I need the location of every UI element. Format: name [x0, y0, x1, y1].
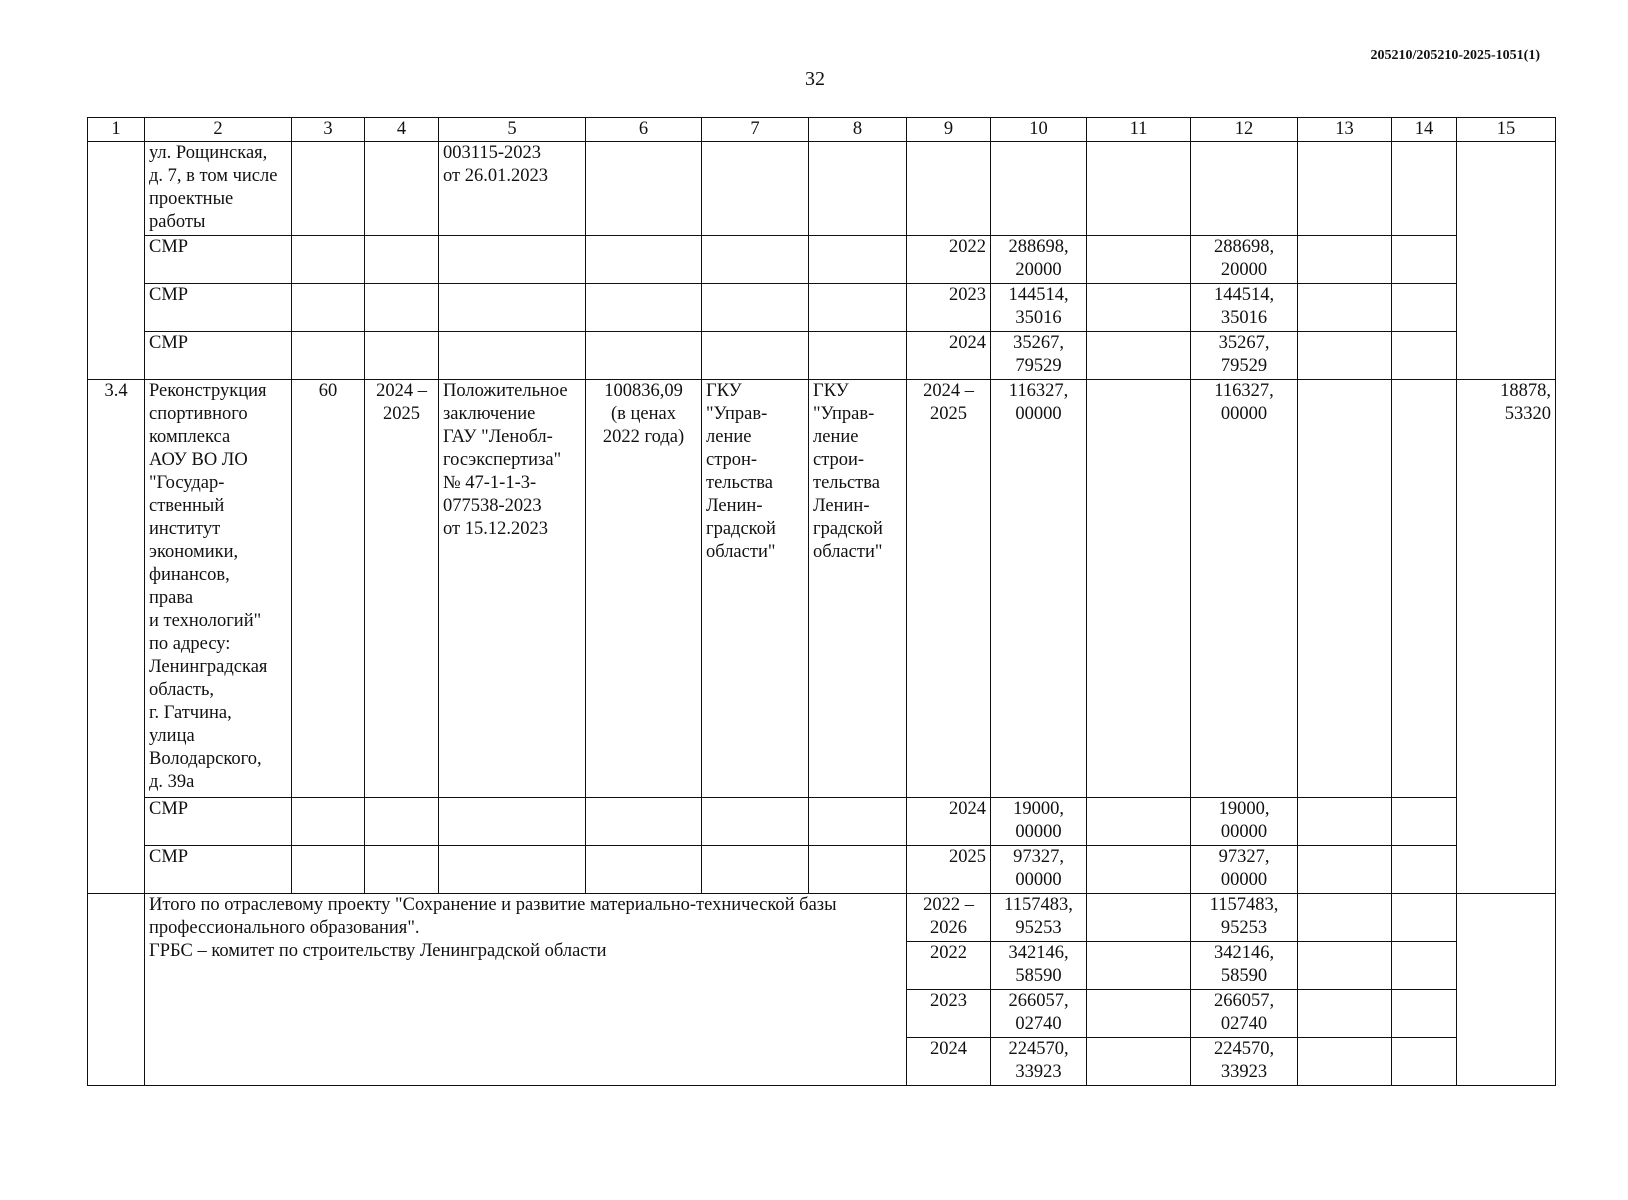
estimated-cost-cell: [586, 380, 702, 798]
text-line: 79529: [1015, 356, 1062, 376]
empty-cell: [586, 142, 702, 236]
text-line: 100836,09: [604, 381, 683, 401]
text-line: 58590: [1015, 966, 1062, 986]
empty-cell: [991, 142, 1087, 236]
text-line: д. 7, в том числе: [149, 166, 278, 186]
column-number: 6: [586, 118, 702, 142]
column-number: 12: [1191, 118, 1298, 142]
text-line: тельства: [813, 473, 880, 493]
text-line: 288698,: [1008, 237, 1069, 257]
amount-cell: [991, 942, 1087, 990]
text-line: заключение: [443, 404, 536, 424]
total-description-cell: [145, 894, 907, 1086]
empty-cell: [1457, 894, 1556, 1086]
text-line: Володарского,: [149, 749, 262, 769]
amount-cell: [1457, 380, 1556, 894]
text-line: 116327,: [1214, 381, 1274, 401]
amount-cell: [991, 380, 1087, 798]
amount-cell: [991, 236, 1087, 284]
text-line: Ленин-: [813, 496, 870, 516]
conclusion-cell: [439, 142, 586, 236]
amount-cell: [1191, 942, 1298, 990]
text-line: тельства: [706, 473, 773, 493]
text-line: № 47-1-1-3-: [443, 473, 537, 493]
customer-cell: [702, 380, 809, 798]
developer-cell: [809, 380, 907, 798]
text-line: 224570,: [1008, 1039, 1069, 1059]
text-line: 02740: [1220, 1014, 1268, 1034]
text-line: 33923: [1220, 1062, 1268, 1082]
text-line: финансов,: [149, 565, 230, 585]
text-line: 224570,: [1213, 1039, 1275, 1059]
text-line: 95253: [1015, 918, 1062, 938]
amount-cell: [1191, 894, 1298, 942]
year-cell: [907, 894, 991, 942]
text-line: Реконструкция: [149, 381, 267, 401]
document-registration-number: 205210/205210-2025-1051(1): [1370, 48, 1540, 63]
text-line: 97327,: [1013, 847, 1064, 867]
text-line: комплекса: [149, 427, 231, 447]
text-line: 2022 –: [923, 895, 974, 915]
text-line: 20000: [1015, 260, 1062, 280]
amount-cell: [1191, 798, 1298, 846]
table-row-total: [88, 894, 1556, 942]
column-number: 5: [439, 118, 586, 142]
year-cell: 2025: [907, 846, 991, 894]
text-line: 00000: [1220, 822, 1268, 842]
column-number: 15: [1457, 118, 1556, 142]
work-type-cell: СМР: [145, 846, 292, 894]
text-line: 2024 –: [376, 381, 427, 401]
budget-table: [87, 117, 1556, 1086]
text-line: г. Гатчина,: [149, 703, 232, 723]
empty-cell: [702, 142, 809, 236]
table-row: [88, 142, 1556, 236]
text-line: профессионального образования".: [149, 918, 420, 938]
amount-cell: [991, 332, 1087, 380]
table-row: [88, 846, 1556, 894]
text-line: от 26.01.2023: [443, 166, 548, 186]
text-line: 342146,: [1008, 943, 1069, 963]
text-line: 00000: [1015, 870, 1062, 890]
year-cell: 2023: [907, 990, 991, 1038]
empty-cell: [1298, 142, 1392, 236]
text-line: Положительное: [443, 381, 568, 401]
amount-cell: [1191, 284, 1298, 332]
column-number-row: [88, 118, 1556, 142]
text-line: 35016: [1220, 308, 1268, 328]
year-cell: [907, 380, 991, 798]
empty-cell: [88, 142, 145, 380]
empty-cell: [907, 142, 991, 236]
text-line: 2025: [383, 404, 420, 424]
period-cell: [365, 380, 439, 798]
amount-cell: [991, 846, 1087, 894]
amount-cell: [1191, 236, 1298, 284]
text-line: 116327,: [1008, 381, 1069, 401]
page-number: 32: [805, 68, 825, 90]
text-line: экономики,: [149, 542, 239, 562]
year-cell: 2024: [907, 1038, 991, 1086]
text-line: институт: [149, 519, 221, 539]
text-line: строи-: [813, 450, 865, 470]
empty-cell: [809, 142, 907, 236]
text-line: градской: [813, 519, 883, 539]
text-line: ГКУ: [706, 381, 742, 401]
text-line: 00000: [1220, 870, 1268, 890]
text-line: "Управ-: [813, 404, 875, 424]
column-number: 8: [809, 118, 907, 142]
text-line: 266057,: [1213, 991, 1275, 1011]
amount-cell: [991, 284, 1087, 332]
text-line: 19000,: [1013, 799, 1064, 819]
text-line: АОУ ВО ЛО: [149, 450, 248, 470]
amount-cell: [991, 894, 1087, 942]
amount-cell: [1191, 990, 1298, 1038]
text-line: 35267,: [1013, 333, 1064, 353]
year-cell: 2022: [907, 236, 991, 284]
text-line: градской: [706, 519, 776, 539]
text-line: 00000: [1015, 822, 1062, 842]
empty-cell: [1087, 380, 1191, 798]
capacity-cell: 60: [292, 380, 365, 798]
text-line: "Управ-: [706, 404, 768, 424]
text-line: 18878,: [1500, 381, 1551, 401]
text-line: 077538-2023: [443, 496, 542, 516]
text-line: 35016: [1015, 308, 1062, 328]
text-line: 97327,: [1218, 847, 1270, 867]
text-line: спортивного: [149, 404, 248, 424]
text-line: 1157483,: [1004, 895, 1073, 915]
text-line: госэкспертиза": [443, 450, 562, 470]
column-number: 10: [991, 118, 1087, 142]
text-line: 95253: [1220, 918, 1268, 938]
column-number: 3: [292, 118, 365, 142]
conclusion-cell: [439, 380, 586, 798]
text-line: ГКУ: [813, 381, 849, 401]
amount-cell: [991, 990, 1087, 1038]
work-type-cell: СМР: [145, 236, 292, 284]
empty-cell: [292, 142, 365, 236]
amount-cell: [1191, 1038, 1298, 1086]
text-line: области": [706, 542, 776, 562]
text-line: работы: [149, 212, 206, 232]
work-type-cell: СМР: [145, 332, 292, 380]
amount-cell: [1191, 332, 1298, 380]
text-line: (в ценах: [611, 404, 676, 424]
text-line: "Государ-: [149, 473, 225, 493]
text-line: 33923: [1015, 1062, 1062, 1082]
text-line: Ленин-: [706, 496, 763, 516]
text-line: 58590: [1220, 966, 1268, 986]
table-row: [88, 380, 1556, 798]
column-number: 13: [1298, 118, 1392, 142]
text-line: и технологий": [149, 611, 262, 631]
text-line: Ленинградская: [149, 657, 268, 677]
empty-cell: [1191, 142, 1298, 236]
text-line: д. 39а: [149, 772, 195, 792]
text-line: Итого по отраслевому проекту "Сохранение и развитие материально-технической базы: [149, 895, 837, 915]
text-line: 144514,: [1213, 285, 1275, 305]
text-line: проектные: [149, 189, 234, 209]
text-line: ление: [813, 427, 859, 447]
work-type-cell: СМР: [145, 284, 292, 332]
text-line: 79529: [1220, 356, 1268, 376]
column-number: 2: [145, 118, 292, 142]
text-line: ственный: [149, 496, 225, 516]
text-line: области": [813, 542, 883, 562]
empty-cell: [88, 894, 145, 1086]
text-line: 00000: [1015, 404, 1062, 424]
work-type-cell: СМР: [145, 798, 292, 846]
column-number: 1: [88, 118, 145, 142]
empty-cell: [365, 142, 439, 236]
text-line: 266057,: [1008, 991, 1069, 1011]
text-line: 53320: [1504, 404, 1551, 424]
year-cell: 2023: [907, 284, 991, 332]
text-line: 003115-2023: [443, 143, 541, 163]
amount-cell: [991, 1038, 1087, 1086]
text-line: 2022 года): [602, 427, 685, 447]
text-line: строн-: [706, 450, 758, 470]
text-line: ГРБС – комитет по строительству Ленинградской области: [149, 941, 607, 961]
text-line: 144514,: [1008, 285, 1069, 305]
column-number: 14: [1392, 118, 1457, 142]
year-cell: 2024: [907, 332, 991, 380]
empty-cell: [1457, 142, 1556, 380]
text-line: улица: [149, 726, 195, 746]
text-line: 35267,: [1218, 333, 1270, 353]
item-number-cell: 3.4: [88, 380, 145, 894]
column-number: 9: [907, 118, 991, 142]
text-line: 1157483,: [1209, 895, 1279, 915]
amount-cell: [991, 798, 1087, 846]
text-line: 342146,: [1213, 943, 1275, 963]
empty-cell: [1392, 142, 1457, 236]
table-row: [88, 236, 1556, 284]
table-row: [88, 798, 1556, 846]
text-line: ул. Рощинская,: [149, 143, 268, 163]
text-line: 20000: [1220, 260, 1268, 280]
text-line: 2025: [930, 404, 967, 424]
column-number: 11: [1087, 118, 1191, 142]
text-line: 00000: [1220, 404, 1268, 424]
table-row: [88, 284, 1556, 332]
text-line: 2026: [930, 918, 967, 938]
table-row: [88, 332, 1556, 380]
column-number: 4: [365, 118, 439, 142]
text-line: по адресу:: [149, 634, 231, 654]
text-line: от 15.12.2023: [443, 519, 548, 539]
text-line: 2024 –: [923, 381, 974, 401]
column-number: 7: [702, 118, 809, 142]
text-line: права: [149, 588, 194, 608]
year-cell: 2024: [907, 798, 991, 846]
empty-cell: [1298, 380, 1392, 798]
object-name-cell: [145, 380, 292, 798]
year-cell: 2022: [907, 942, 991, 990]
text-line: область,: [149, 680, 215, 700]
empty-cell: [1087, 142, 1191, 236]
text-line: 19000,: [1218, 799, 1270, 819]
amount-cell: [1191, 380, 1298, 798]
text-line: ГАУ "Ленобл-: [443, 427, 553, 447]
amount-cell: [1191, 846, 1298, 894]
text-line: ление: [706, 427, 752, 447]
text-line: 288698,: [1213, 237, 1275, 257]
empty-cell: [1392, 380, 1457, 798]
text-line: 02740: [1015, 1014, 1062, 1034]
object-name-cell: [145, 142, 292, 236]
